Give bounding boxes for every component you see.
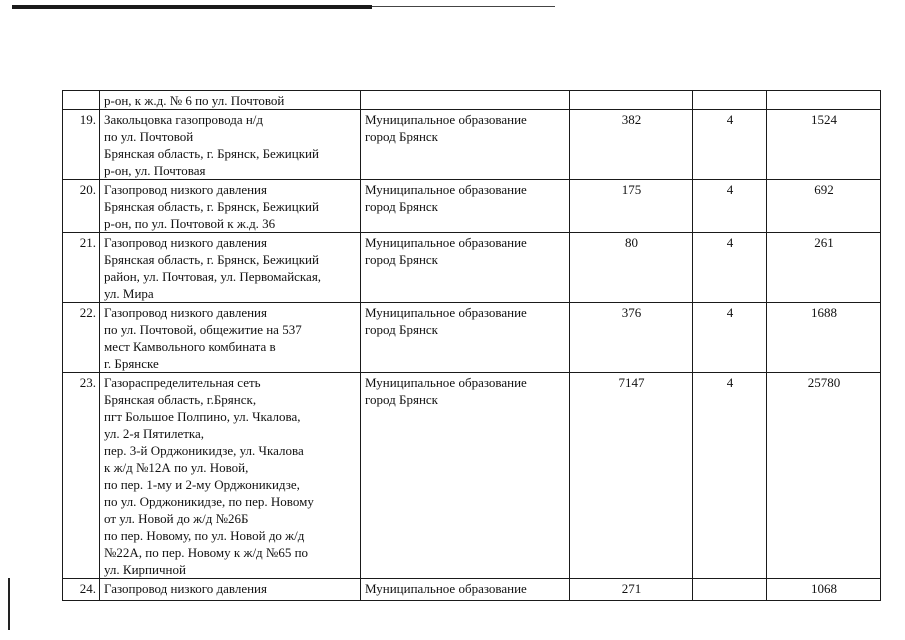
category-cell: [693, 579, 767, 601]
owner-line: Муниципальное образование: [365, 581, 527, 596]
category-cell: 4: [693, 110, 767, 180]
owner-cell: [361, 180, 570, 233]
gas-pipeline-register-table: [62, 90, 881, 601]
object-name-cell: [100, 303, 361, 373]
row-number-cell: 20.: [63, 180, 100, 233]
length-cell: 7147: [570, 373, 693, 579]
object-name-line: Закольцовка газопровода н/д: [104, 112, 264, 127]
category-cell: 4: [693, 373, 767, 579]
table-row: [63, 373, 881, 579]
object-name-line: Брянская область, г. Брянск, Бежицкий: [104, 252, 319, 267]
object-name-line: Брянская область, г. Брянск, Бежицкий: [104, 146, 319, 161]
row-number-cell: 23.: [63, 373, 100, 579]
owner-cell: [361, 110, 570, 180]
row-number-cell: 24.: [63, 579, 100, 601]
object-name-cell: [100, 373, 361, 579]
owner-cell: [361, 579, 570, 601]
object-name-line: по ул. Почтовой: [104, 129, 194, 144]
owner-line: Муниципальное образование: [365, 235, 527, 250]
value-cell: 261: [767, 233, 881, 303]
object-name-cell: [100, 579, 361, 601]
row-number-cell: [63, 91, 100, 110]
table-row: [63, 579, 881, 601]
object-name-line: р-он, к ж.д. № 6 по ул. Почтовой: [104, 93, 285, 108]
value-cell: 1068: [767, 579, 881, 601]
owner-cell: [361, 303, 570, 373]
object-name-line: Газопровод низкого давления: [104, 182, 267, 197]
scan-edge-line: [372, 6, 555, 7]
object-name-line: от ул. Новой до ж/д №26Б: [104, 511, 249, 526]
object-name-line: Газопровод низкого давления: [104, 581, 267, 596]
object-name-cell: [100, 91, 361, 110]
category-cell: 4: [693, 180, 767, 233]
object-name-line: по пер. Новому, по ул. Новой до ж/д: [104, 528, 305, 543]
length-cell: 376: [570, 303, 693, 373]
object-name-line: ул. Кирпичной: [104, 562, 186, 577]
owner-line: город Брянск: [365, 129, 438, 144]
table-row: [63, 91, 881, 110]
object-name-line: ул. Мира: [104, 286, 154, 301]
owner-cell: [361, 233, 570, 303]
table-row: [63, 233, 881, 303]
length-cell: 382: [570, 110, 693, 180]
object-name-cell: [100, 180, 361, 233]
object-name-line: Газораспределительная сеть: [104, 375, 261, 390]
object-name-line: по ул. Почтовой, общежитие на 537: [104, 322, 302, 337]
value-cell: 1688: [767, 303, 881, 373]
object-name-line: по ул. Орджоникидзе, по пер. Новому: [104, 494, 314, 509]
owner-line: город Брянск: [365, 392, 438, 407]
object-name-line: район, ул. Почтовая, ул. Первомайская,: [104, 269, 322, 284]
table-row: [63, 110, 881, 180]
value-cell: 25780: [767, 373, 881, 579]
object-name-line: Брянская область, г.Брянск,: [104, 392, 257, 407]
object-name-line: р-он, по ул. Почтовой к ж.д. 36: [104, 216, 276, 231]
category-cell: [693, 91, 767, 110]
object-name-line: №22А, по пер. Новому к ж/д №65 по: [104, 545, 309, 560]
object-name-line: г. Брянске: [104, 356, 159, 371]
object-name-line: пгт Большое Полпино, ул. Чкалова,: [104, 409, 301, 424]
length-cell: [570, 91, 693, 110]
owner-line: город Брянск: [365, 199, 438, 214]
owner-line: город Брянск: [365, 322, 438, 337]
object-name-line: к ж/д №12А по ул. Новой,: [104, 460, 249, 475]
object-name-line: р-он, ул. Почтовая: [104, 163, 206, 178]
object-name-cell: [100, 233, 361, 303]
length-cell: 175: [570, 180, 693, 233]
value-cell: [767, 91, 881, 110]
owner-line: Муниципальное образование: [365, 375, 527, 390]
owner-line: город Брянск: [365, 252, 438, 267]
length-cell: 80: [570, 233, 693, 303]
owner-cell: [361, 91, 570, 110]
object-name-cell: [100, 110, 361, 180]
object-name-line: по пер. 1-му и 2-му Орджоникидзе,: [104, 477, 300, 492]
scan-margin-mark: [8, 578, 10, 630]
category-cell: 4: [693, 233, 767, 303]
object-name-line: Газопровод низкого давления: [104, 305, 267, 320]
value-cell: 1524: [767, 110, 881, 180]
owner-line: Муниципальное образование: [365, 112, 527, 127]
object-name-line: Брянская область, г. Брянск, Бежицкий: [104, 199, 319, 214]
category-cell: 4: [693, 303, 767, 373]
row-number-cell: 19.: [63, 110, 100, 180]
value-cell: 692: [767, 180, 881, 233]
object-name-line: Газопровод низкого давления: [104, 235, 267, 250]
scan-edge-bar: [12, 5, 372, 9]
length-cell: 271: [570, 579, 693, 601]
owner-cell: [361, 373, 570, 579]
object-name-line: мест Камвольного комбината в: [104, 339, 276, 354]
object-name-line: ул. 2-я Пятилетка,: [104, 426, 205, 441]
object-name-line: пер. 3-й Орджоникидзе, ул. Чкалова: [104, 443, 304, 458]
table-row: [63, 303, 881, 373]
table-row: [63, 180, 881, 233]
row-number-cell: 22.: [63, 303, 100, 373]
table-body: [63, 91, 881, 601]
row-number-cell: 21.: [63, 233, 100, 303]
owner-line: Муниципальное образование: [365, 182, 527, 197]
owner-line: Муниципальное образование: [365, 305, 527, 320]
